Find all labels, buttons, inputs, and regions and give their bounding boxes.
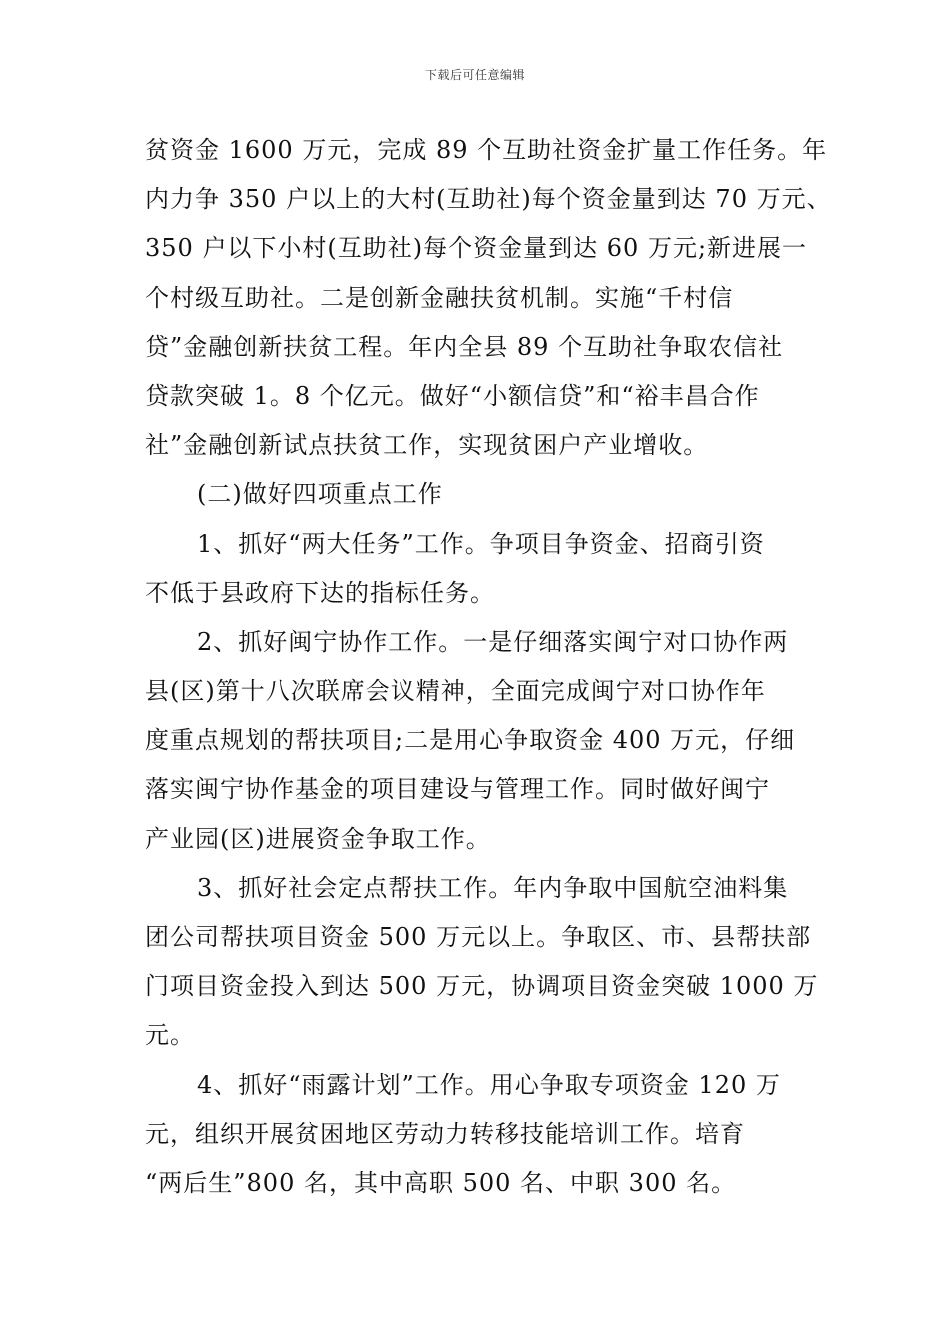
text-line: “两后生”800 名，其中高职 500 名、中职 300 名。 xyxy=(145,1168,737,1197)
text-line: 不低于县政府下达的指标任务。 xyxy=(145,578,495,607)
document-body xyxy=(145,126,832,1208)
text-line: 元。 xyxy=(145,1021,195,1050)
text-line: 产业园(区)进展资金争取工作。 xyxy=(145,824,491,853)
text-line: 贷”金融创新扶贫工程。年内全县 89 个互助社争取农信社 xyxy=(145,332,784,361)
text-line: 社”金融创新试点扶贫工作，实现贫困户产业增收。 xyxy=(145,431,709,460)
text-line: 门项目资金投入到达 500 万元，协调项目资金突破 1000 万 xyxy=(145,972,819,1001)
text-line: 团公司帮扶项目资金 500 万元以上。争取区、市、县帮扶部 xyxy=(145,923,812,951)
text-line: 落实闽宁协作基金的项目建设与管理工作。同时做好闽宁 xyxy=(145,775,770,804)
text-line: 元，组织开展贫困地区劳动力转移技能培训工作。培育 xyxy=(145,1119,745,1148)
text-line: 度重点规划的帮扶项目;二是用心争取资金 400 万元，仔细 xyxy=(145,726,796,755)
page-header-note: 下载后可任意编辑 xyxy=(424,68,525,82)
text-line: 贷款突破 1。8 个亿元。做好“小额信贷”和“裕丰昌合作 xyxy=(145,381,760,410)
text-line: 3、抓好社会定点帮扶工作。年内争取中国航空油料集 xyxy=(197,873,789,902)
text-line: 内力争 350 户以上的大村(互助社)每个资金量到达 70 万元、 xyxy=(145,185,832,214)
text-line: 贫资金 1600 万元，完成 89 个互助社资金扩量工作任务。年 xyxy=(145,136,828,164)
text-line: 4、抓好“雨露计划”工作。用心争取专项资金 120 万 xyxy=(197,1070,781,1099)
text-line: 县(区)第十八次联席会议精神，全面完成闽宁对口协作年 xyxy=(145,677,766,706)
text-line: 350 户以下小村(互助社)每个资金量到达 60 万元;新进展一 xyxy=(145,234,808,263)
text-line: 1、抓好“两大任务”工作。争项目争资金、招商引资 xyxy=(197,529,765,558)
section-heading: (二)做好四项重点工作 xyxy=(197,480,443,509)
text-line: 2、抓好闽宁协作工作。一是仔细落实闽宁对口协作两 xyxy=(197,627,789,656)
text-line: 个村级互助社。二是创新金融扶贫机制。实施“千村信 xyxy=(145,283,734,312)
